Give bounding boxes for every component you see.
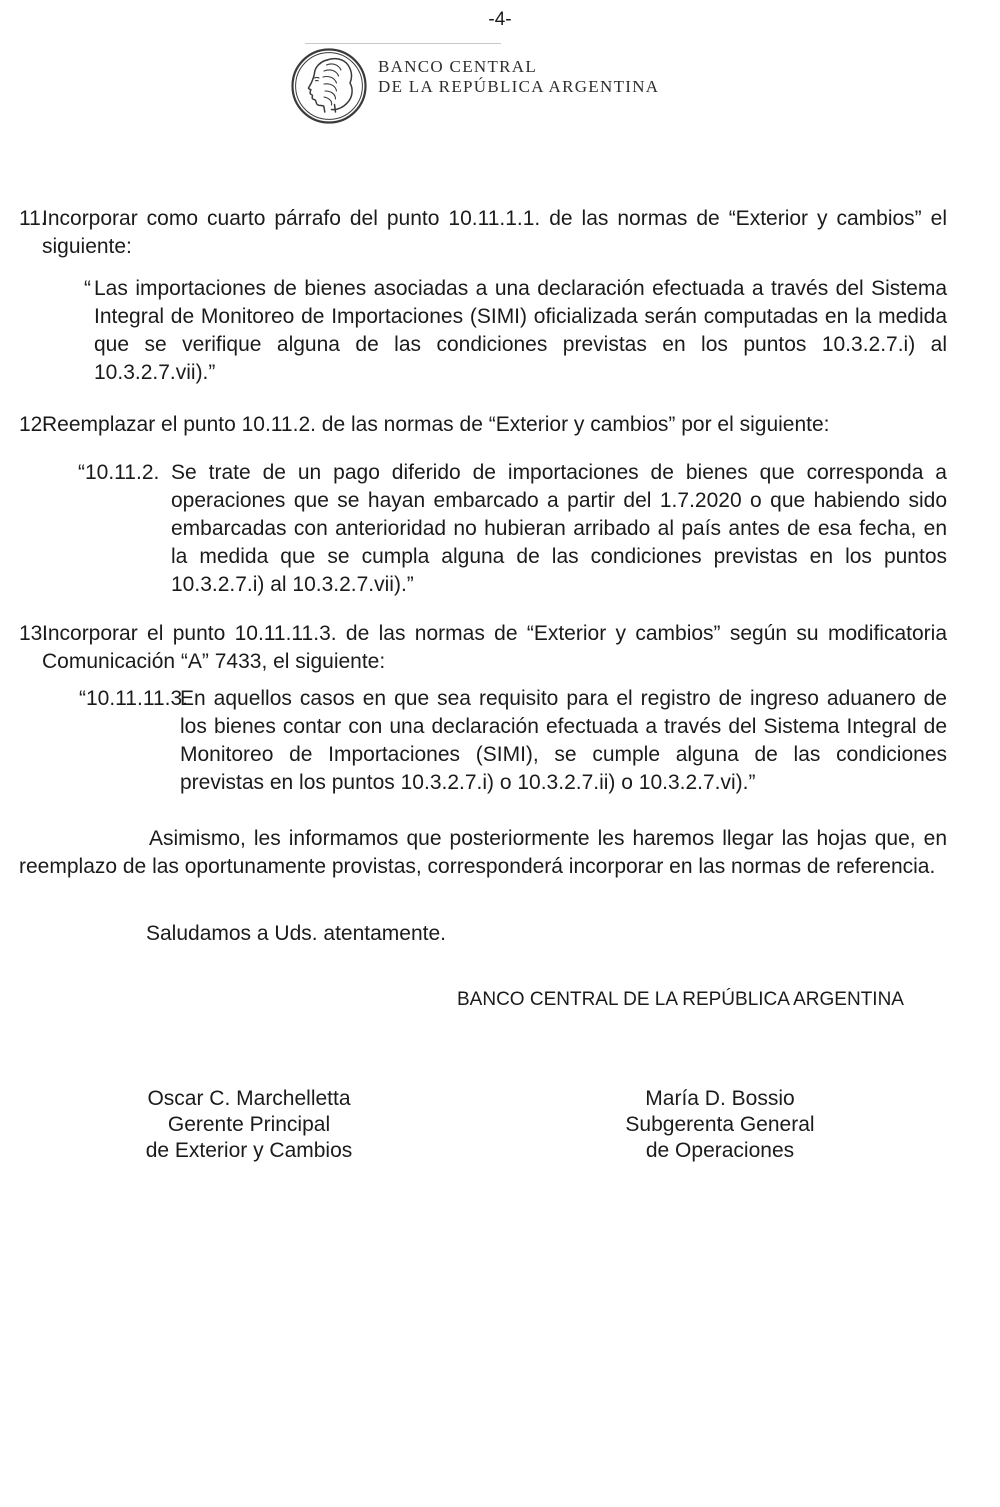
item-13-intro: Incorporar el punto 10.11.11.3. de las normas de “Exterior y cambios” según su modificatoria Comunicación “A” 7433, el siguiente:	[42, 622, 947, 673]
signer-title-line2: de Operaciones	[645, 1139, 795, 1162]
bank-name-line1: BANCO CENTRAL	[378, 57, 538, 76]
item-13-clause	[79, 685, 947, 797]
closing-paragraph: Asimismo, les informamos que posteriormente les haremos llegar las hojas que, en reemplazo de las oportunamente provistas, corresponderá incorporar en las normas de referencia.	[19, 827, 947, 878]
signer-title-line1: Subgerenta General	[625, 1113, 815, 1136]
item-13-body	[42, 620, 947, 797]
signer-name: Oscar C. Marchelletta	[147, 1087, 351, 1110]
item-13-clause-label: “10.11.11.3.	[79, 687, 188, 710]
item-11	[19, 205, 947, 387]
signer-name: María D. Bossio	[645, 1087, 795, 1110]
item-12-clause-text: Se trate de un pago diferido de importaciones de bienes que corresponda a operaciones que se hayan embarcado a partir del 1.7.2020 o que habiendo sido embarcadas con anterioridad no hubieran arribado al país antes de esa fecha, en la medida que se cumpla alguna de las condiciones previstas en los puntos 10.3.2.7.i) al 10.3.2.7.vii).”	[171, 461, 947, 596]
item-12-body	[42, 411, 947, 599]
signer-title-line2: de Exterior y Cambios	[145, 1139, 353, 1162]
organization-name: BANCO CENTRAL DE LA REPÚBLICA ARGENTINA	[457, 989, 904, 1010]
signature-block	[19, 1086, 947, 1164]
bank-name	[378, 57, 659, 97]
item-13	[19, 620, 947, 797]
item-11-body	[42, 205, 947, 387]
item-12	[19, 411, 947, 599]
opening-quote-mark: “	[84, 277, 91, 300]
letterhead-divider	[305, 43, 501, 44]
bank-name-line2: DE LA REPÚBLICA ARGENTINA	[378, 77, 660, 96]
signer-title-line1: Gerente Principal	[167, 1113, 331, 1136]
page-number: -4-	[488, 9, 512, 30]
signature-right	[580, 1086, 860, 1164]
salutation: Saludamos a Uds. atentamente.	[146, 922, 447, 945]
item-11-number: 11.	[19, 207, 47, 230]
item-13-clause-text: En aquellos casos en que sea requisito para el registro de ingreso aduanero de los bienes contar con una declaración efectuada a través del Sistema Integral de Monitoreo de Importaciones (SIMI), se cumple alguna de las condiciones previstas en los puntos 10.3.2.7.i) o 10.3.2.7.ii) o 10.3.2.7.vi).”	[180, 687, 947, 794]
item-12-clause	[78, 459, 947, 599]
item-13-number: 13.	[19, 622, 49, 645]
document-body	[0, 205, 1000, 1164]
item-12-clause-label: “10.11.2.	[78, 461, 160, 484]
item-12-intro: Reemplazar el punto 10.11.2. de las normas de “Exterior y cambios” por el siguiente:	[42, 413, 830, 436]
liberty-head-icon	[290, 47, 368, 125]
item-11-quote	[84, 275, 947, 387]
item-11-intro: Incorporar como cuarto párrafo del punto 10.11.1.1. de las normas de “Exterior y cambios” el siguiente:	[42, 207, 947, 258]
signature-left	[109, 1086, 389, 1164]
item-11-quote-text: Las importaciones de bienes asociadas a una declaración efectuada a través del Sistema Integral de Monitoreo de Importaciones (SIMI) oficializada serán computadas en la medida que se verifique alguna de las condiciones previstas en los puntos 10.3.2.7.i) al 10.3.2.7.vii).”	[94, 277, 947, 384]
bcra-logo	[290, 47, 368, 125]
item-12-number: 12.	[19, 413, 49, 436]
